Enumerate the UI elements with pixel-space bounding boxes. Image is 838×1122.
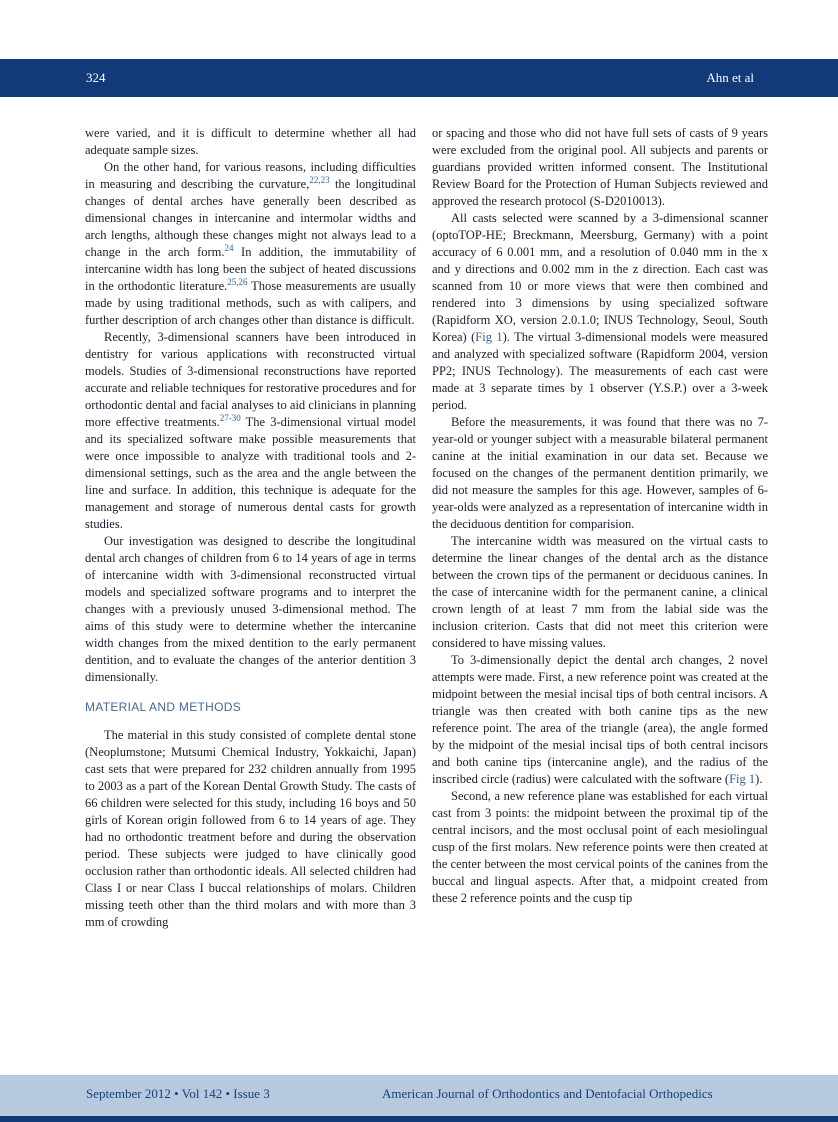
citation-link[interactable]: 25,26 — [227, 276, 248, 287]
running-head: Ahn et al — [706, 70, 754, 85]
paragraph: or spacing and those who did not have full sets of casts of 9 years were excluded from the original pool. All subjects and parents or guardians provided written informed consent. The Institutional Review Board for the Protection of Human Subjects reviewed and approved the research protocol (S-D2010013). — [432, 126, 768, 208]
paragraph: Recently, 3-dimensional scanners have been introduced in dentistry for various applications with reconstructed virtual models. Studies of 3-dimensional reconstructions have reported accurate and reliable techniques for restorative procedures and for orthodontic dental and facial analyses to aid clinicians in planning more effective treatments.$^{27-30}$ The 3-dimensional virtual model and its specialized software make possible measurements that were once impossible to analyze with traditional tools and 2-dimensional settings, such as the area and the angle between the line and surface. In addition, this technique is adequate for the management and storage of numerous dental casts for growth studies. — [85, 330, 416, 531]
figure-reference-link[interactable]: Fig 1 — [475, 330, 503, 344]
paragraph: Second, a new reference plane was established for each virtual cast from 3 points: the midpoint between the proximal tip of the central incisors, and the most occlusal point of each mesiolingual cusp of the first molars. New reference points were then created at the center between the most cervical points of the canines from the buccal and lingual aspects. After that, a midpoint created from these 2 reference points and the cusp tip — [432, 789, 768, 905]
citation-link[interactable]: 22,23 — [309, 174, 330, 185]
page-number: 324 — [86, 70, 106, 85]
section-heading: MATERIAL AND METHODS — [85, 700, 242, 714]
paragraph: were varied, and it is difficult to determine whether all had adequate sample sizes. — [85, 126, 416, 157]
page-footer — [0, 1075, 838, 1116]
paragraph: To 3-dimensionally depict the dental arch changes, 2 novel attempts were made. First, a new reference point was created at the midpoint between the mesial incisal tips of both central incisors. A triangle was then created with both canine tips as the new reference point. The area of the triangle (area), the angle formed by the midpoint of the mesial incisal tips of both central incisors and both canine tips (intercanine angle), and the radius of the inscribed circle (radius) were calculated with the software (Fig 1). — [432, 653, 768, 786]
citation-link[interactable]: 27-30 — [219, 412, 241, 423]
citation-link[interactable]: 24 — [224, 242, 234, 253]
paragraph: The intercanine width was measured on the virtual casts to determine the linear changes of the dental arch as the distance between the crown tips of the permanent or deciduous canines. In the case of intercanine width for the permanent canine, a clinical crown length of at least 7 mm from the labial side was the inclusion criterion. Casts that did not meet this criterion were considered to have missing values. — [432, 534, 768, 650]
paragraph: Our investigation was designed to describe the longitudinal dental arch changes of children from 6 to 14 years of age in terms of intercanine width with 3-dimensional reconstructed virtual models and specialized software programs and to interpret the changes with a previously unused 3-dimensional method. The aims of this study were to determine whether the intercanine width changes from the mixed dentition to the early permanent dentition, and to evaluate the changes of the anterior dentition 3 dimensionally. — [85, 534, 416, 684]
left-column — [85, 125, 416, 931]
right-column — [432, 125, 768, 907]
footer-issue-info: September 2012 • Vol 142 • Issue 3 — [86, 1086, 270, 1101]
paragraph: Before the measurements, it was found that there was no 7-year-old or younger subject with a measurable bilateral permanent canine at the initial examination in our data set. Because we focused on the changes of the permanent dentition primarily, we did not measure the samples for this age. However, samples of 6-year-olds were analyzed as a representation of intercanine width in the deciduous dentition for comparision. — [432, 415, 768, 531]
paragraph: All casts selected were scanned by a 3-dimensional scanner (optoTOP-HE; Breckmann, Meersburg, Germany) with a point accuracy of 6 0.001 mm, and a resolution of 0.040 mm in the x and y directions and 0.002 mm in the z direction. Each cast was scanned from 10 or more views that were then combined and rendered into 3 dimensions by using specialized software (Rapidform XO, version 2.0.1.0; INUS Technology, Seoul, South Korea) (Fig 1). The virtual 3-dimensional models were measured and analyzed with specialized software (Rapidform 2004, version PP2; INUS Technology). The measurements of each cast were made at 3 separate times by 1 observer (Y.S.P.) over a 3-week period. — [432, 211, 768, 412]
footer-journal-name: American Journal of Orthodontics and Dentofacial Orthopedics — [382, 1086, 713, 1101]
figure-reference-link[interactable]: Fig 1 — [729, 772, 756, 786]
paragraph: On the other hand, for various reasons, including difficulties in measuring and describing the curvature,$^{22,23}$ the longitudinal changes of dental arches have generally been described as dimensional changes in intercanine and intermolar widths and arch lengths, although these changes might not always lead to a change in the arch form.$^{24}$ In addition, the immutability of intercanine width has long been the subject of heated discussions in the orthodontic literature.$^{25,26}$ Those measurements are usually made by using traditional methods, such as with calipers, and further description of arch changes other than distance is difficult. — [85, 160, 416, 327]
footer-bottom-bar — [0, 1116, 838, 1122]
paragraph: The material in this study consisted of complete dental stone (Neoplumstone; Mutsumi Chemical Industry, Yokkaichi, Japan) cast sets that were prepared for 232 children annually from 1995 to 2003 as a part of the Korean Dental Growth Study. The casts of 66 children were selected for this study, including 16 boys and 50 girls of Korean origin followed from 6 to 14 years of age. They had no orthodontic treatment before and during the observation period. These subjects were judged to have clinically good occlusion rather than orthodontic ideals. All selected children had Class I or near Class I buccal relationships of molars. Children missing teeth other than the third molars and with more than 3 mm of crowding — [85, 728, 416, 929]
page-header-bar — [0, 59, 838, 97]
